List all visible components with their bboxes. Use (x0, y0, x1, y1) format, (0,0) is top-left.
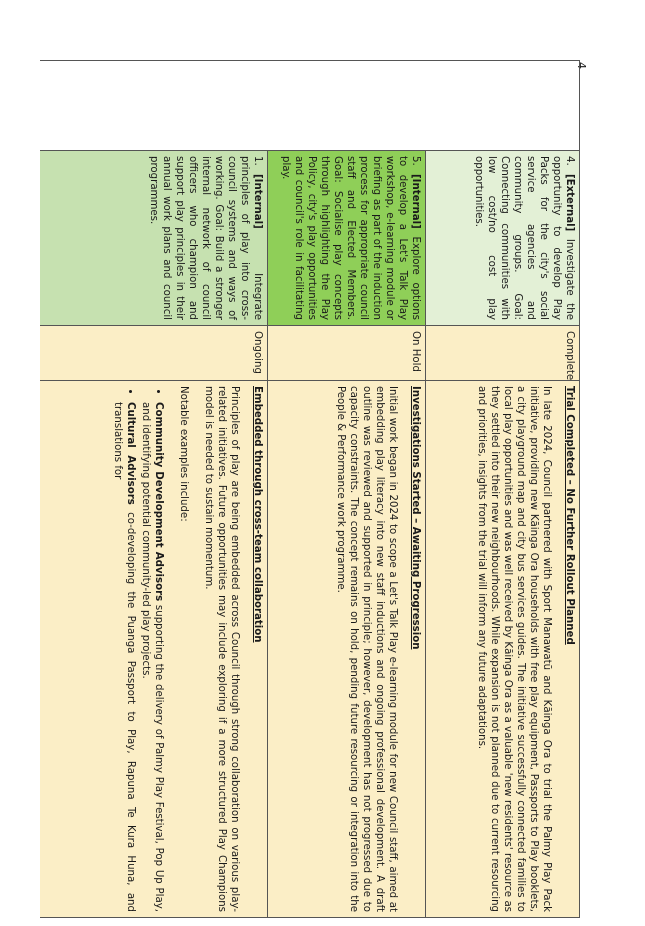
example-text: supporting the delivery of Palmy Play Festival, Pop Up Play, and identifying potential community-led play projects. (140, 402, 164, 912)
action-tag: [External] (564, 174, 575, 232)
action-cell (268, 151, 426, 326)
examples-list (111, 386, 165, 912)
update-cell (268, 381, 426, 918)
action-number: 5. (410, 156, 421, 166)
example-label: Cultural Advisors (125, 402, 136, 505)
status-text: Complete (564, 331, 575, 381)
status-text: Ongoing (252, 331, 263, 374)
status-cell (40, 326, 268, 381)
table-row (268, 61, 426, 918)
play-policy-table (40, 60, 580, 918)
action-number: 4. (564, 156, 575, 166)
status-cell (426, 326, 580, 381)
status-text: On Hold (410, 331, 421, 372)
action-tag: [Internal] (410, 174, 421, 229)
update-heading: Embedded through cross-team collaboration (252, 386, 263, 643)
action-cell (40, 151, 268, 326)
action-text: Integrate principles of play into cross-council systems and ways of working. Goal: Build a stronger internal network of council officers who champion and support play principles in their annual work plans and council programmes. (148, 156, 263, 320)
notable-intro: Notable examples include: (178, 386, 189, 522)
action-cell (426, 151, 580, 326)
action-number: 1. (252, 156, 263, 166)
list-item (139, 402, 165, 912)
action-tag: [Internal] (252, 174, 263, 229)
table-row (426, 61, 580, 918)
example-label: Community Development Advisors (153, 402, 164, 602)
update-body: Initial work began in 2024 to scope a Let's Talk Play e-learning module for new Council staff, aimed at embedding play literacy into new staff inductions and ongoing professional development. A draft outline was reviewed and supported in principle; however, development has not progressed due to capacity constraints. The concept remains on hold, pending future resourcing or integration into the People & Performance work programme. (335, 386, 398, 912)
update-body: In late 2024, Council partnered with Sport Manawatū and Kāinga Ora to trial the Palmy Play Pack initiative, providing new Kāinga Ora households with free play equipment, Passports to Play booklets, a city playground map and city bus services guides. The initiative successfully connected families to local play opportunities and was well received by Kāinga Ora as a valuable 'new residents' resource as they settled into their new neighbourhoods. While expansion is not planned due to current resourcing and priorities, insights from the trial will inform any future adaptations. (476, 386, 552, 912)
action-text: Investigate the opportunity to develop Play Packs for the city's social service agencies and community groups. Goal: Connecting communities with low cost/no cost play opportunities. (473, 156, 575, 320)
table-row (40, 61, 268, 918)
empty-cell (40, 61, 580, 151)
update-heading: Trial Completed – No Further Rollout Planned (564, 386, 575, 645)
example-text: co-developing the Puanga Passport to Play, Rapuna Te Kura Huna, and translations for (112, 402, 136, 912)
status-cell (268, 326, 426, 381)
page-number: 4 (575, 62, 588, 69)
action-text: Explore options to develop a Let's Talk Play workshop, e-learning module or briefing as part of the induction process for appropriate council staff and Elected Members. Goal: Socialise play concepts through highlighting the Play Policy, city's play opportunities and council's role in facilitating play. (280, 156, 421, 320)
report-table-container (40, 60, 580, 918)
rotated-page (40, 60, 580, 918)
update-cell (40, 381, 268, 918)
update-cell (426, 381, 580, 918)
list-item (111, 402, 137, 912)
update-heading: Investigations Started – Awaiting Progression (410, 386, 421, 650)
update-body: Principles of play are being embedded across Council through strong collaboration on various play-related initiatives. Future opportunities may include exploring if a more structured Play Champions model is needed to sustain momentum. (203, 386, 240, 912)
